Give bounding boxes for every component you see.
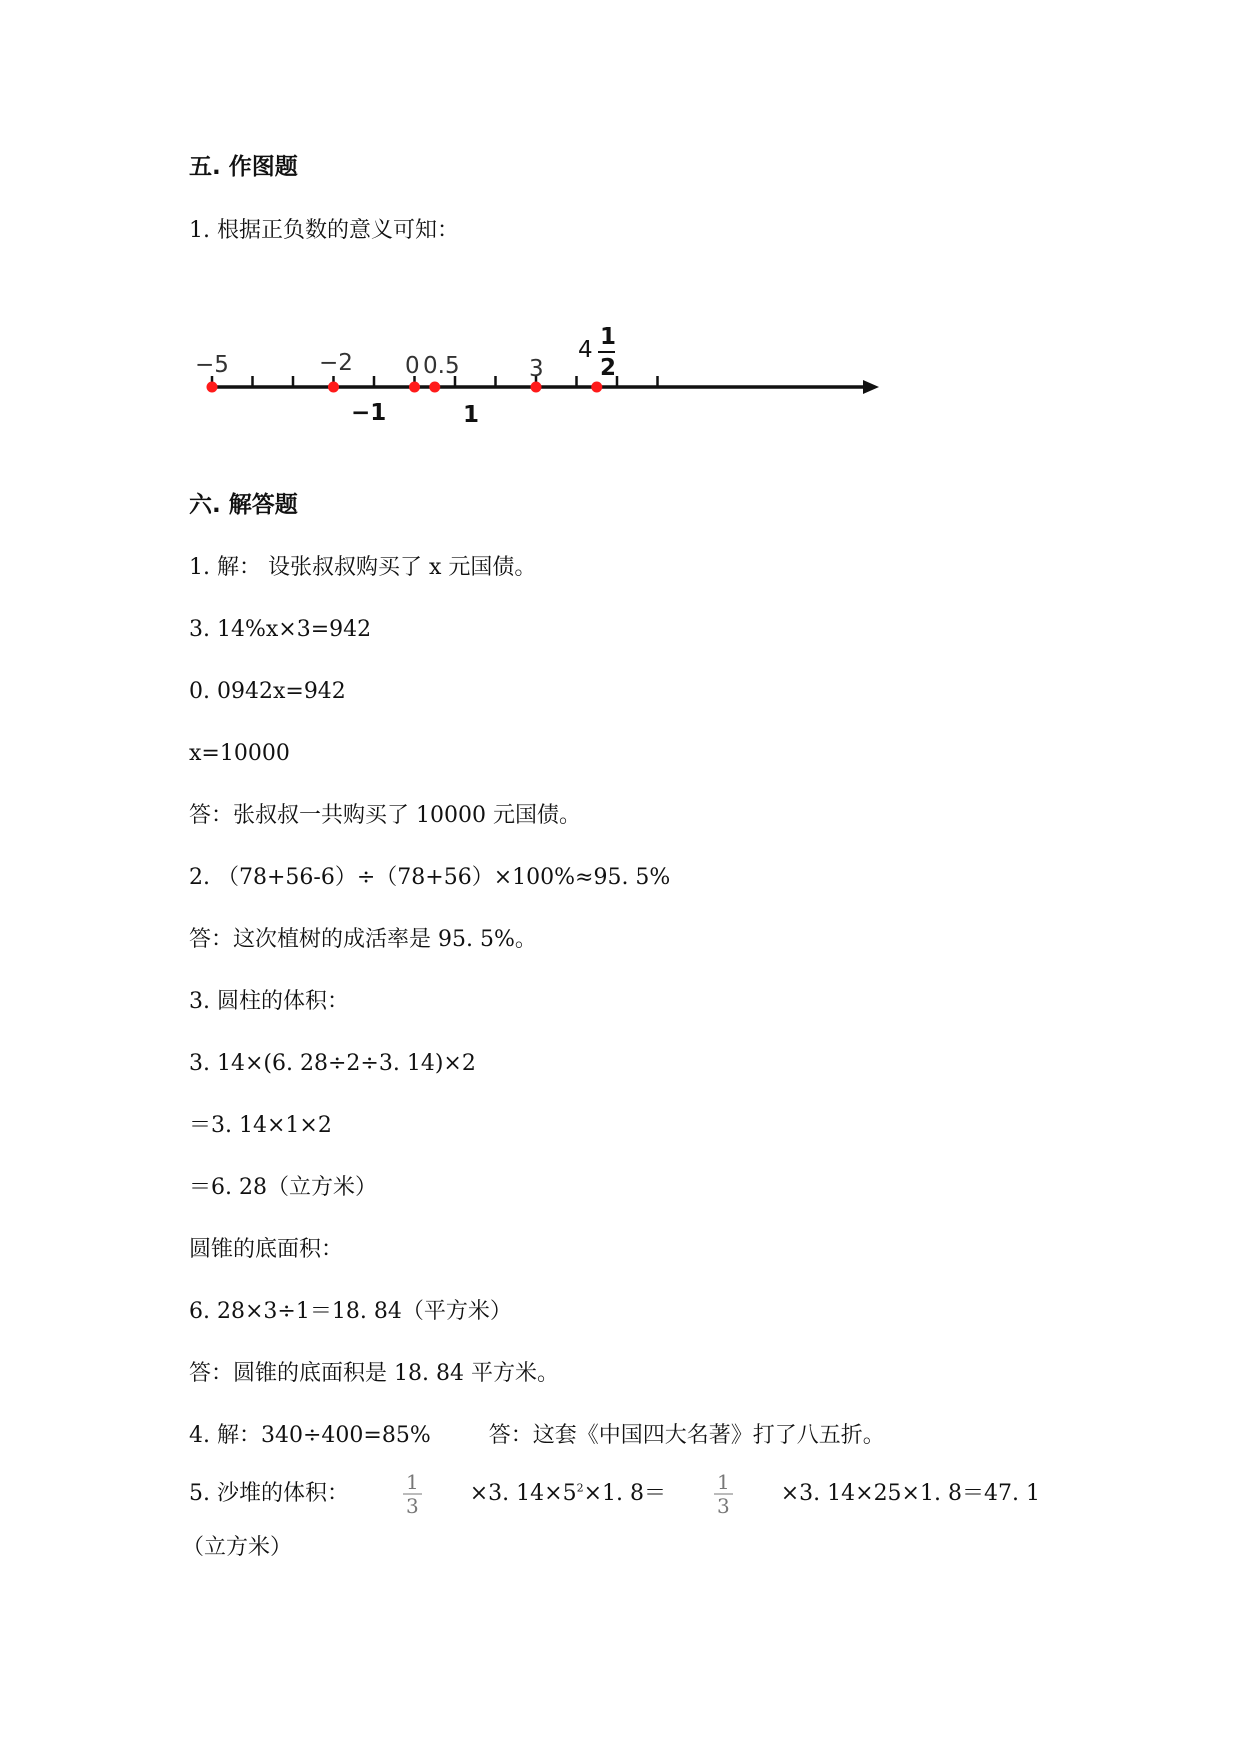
label-3: 3	[529, 356, 544, 382]
solution-line: 答：张叔叔一共购买了 10000 元国债。	[189, 803, 581, 828]
point-marker	[328, 382, 339, 393]
q5-unit: （立方米）	[182, 1535, 293, 1560]
solution-line: 2. （78+56-6）÷（78+56）×100%≈95. 5%	[189, 865, 671, 890]
label-4-half-den: 2	[600, 355, 617, 381]
solution-line: 圆锥的底面积：	[189, 1237, 344, 1262]
q5-exponent: 2	[576, 1481, 584, 1495]
fraction-one-third: $\frac{1}{3}$	[403, 1471, 422, 1517]
point-marker	[591, 382, 602, 393]
solution-line: 答：这次植树的成活率是 95. 5%。	[189, 927, 537, 952]
axis-arrow-icon	[863, 380, 879, 394]
label-0-5: 0.5	[423, 353, 460, 379]
section-title-solutions: 六. 解答题	[189, 492, 298, 518]
q5-part3: ×3. 14×25×1. 8＝47. 1	[780, 1481, 1040, 1506]
solution-line: 3. 14×(6. 28÷2÷3. 14)×2	[189, 1051, 476, 1076]
solution-line: 答：圆锥的底面积是 18. 84 平方米。	[189, 1361, 559, 1386]
solution-line: ＝3. 14×1×2	[189, 1113, 332, 1138]
solution-line: 1. 解： 设张叔叔购买了 x 元国债。	[189, 555, 537, 580]
solution-line: 3. 14%x×3=942	[189, 617, 372, 642]
solution-line: x=10000	[189, 741, 290, 766]
point-marker	[409, 382, 420, 393]
point-marker	[531, 382, 542, 393]
label-minus-5: −5	[195, 352, 229, 378]
question-1-text: 1. 根据正负数的意义可知：	[189, 218, 459, 243]
q5-part2: ×1. 8＝	[583, 1481, 666, 1506]
section-title-drawing: 五. 作图题	[189, 154, 298, 180]
q5-line	[189, 1471, 1040, 1517]
q4-calc: 4. 解：340÷400=85%	[189, 1423, 431, 1448]
solution-line: 6. 28×3÷1＝18. 84（平方米）	[189, 1299, 512, 1324]
solution-line: 0. 0942x=942	[189, 679, 346, 704]
label-minus-1: −1	[351, 400, 387, 426]
label-4-half-whole: 4	[578, 337, 593, 363]
solution-line: ＝6. 28（立方米）	[189, 1175, 377, 1200]
point-marker	[207, 382, 218, 393]
number-line-figure	[195, 300, 895, 430]
label-4-half-num: 1	[600, 324, 617, 350]
fraction-one-third-2: $\frac{1}{3}$	[714, 1471, 733, 1517]
label-minus-2: −2	[319, 350, 353, 376]
label-0: 0	[405, 353, 420, 379]
q5-label: 5. 沙堆的体积：	[189, 1481, 349, 1506]
label-1: 1	[463, 402, 480, 428]
q5-part1: ×3. 14×5	[469, 1481, 577, 1506]
solution-line: 3. 圆柱的体积：	[189, 989, 349, 1014]
q4-answer: 答：这套《中国四大名著》打了八五折。	[488, 1423, 885, 1448]
q4-line	[189, 1422, 885, 1450]
point-marker	[429, 382, 440, 393]
